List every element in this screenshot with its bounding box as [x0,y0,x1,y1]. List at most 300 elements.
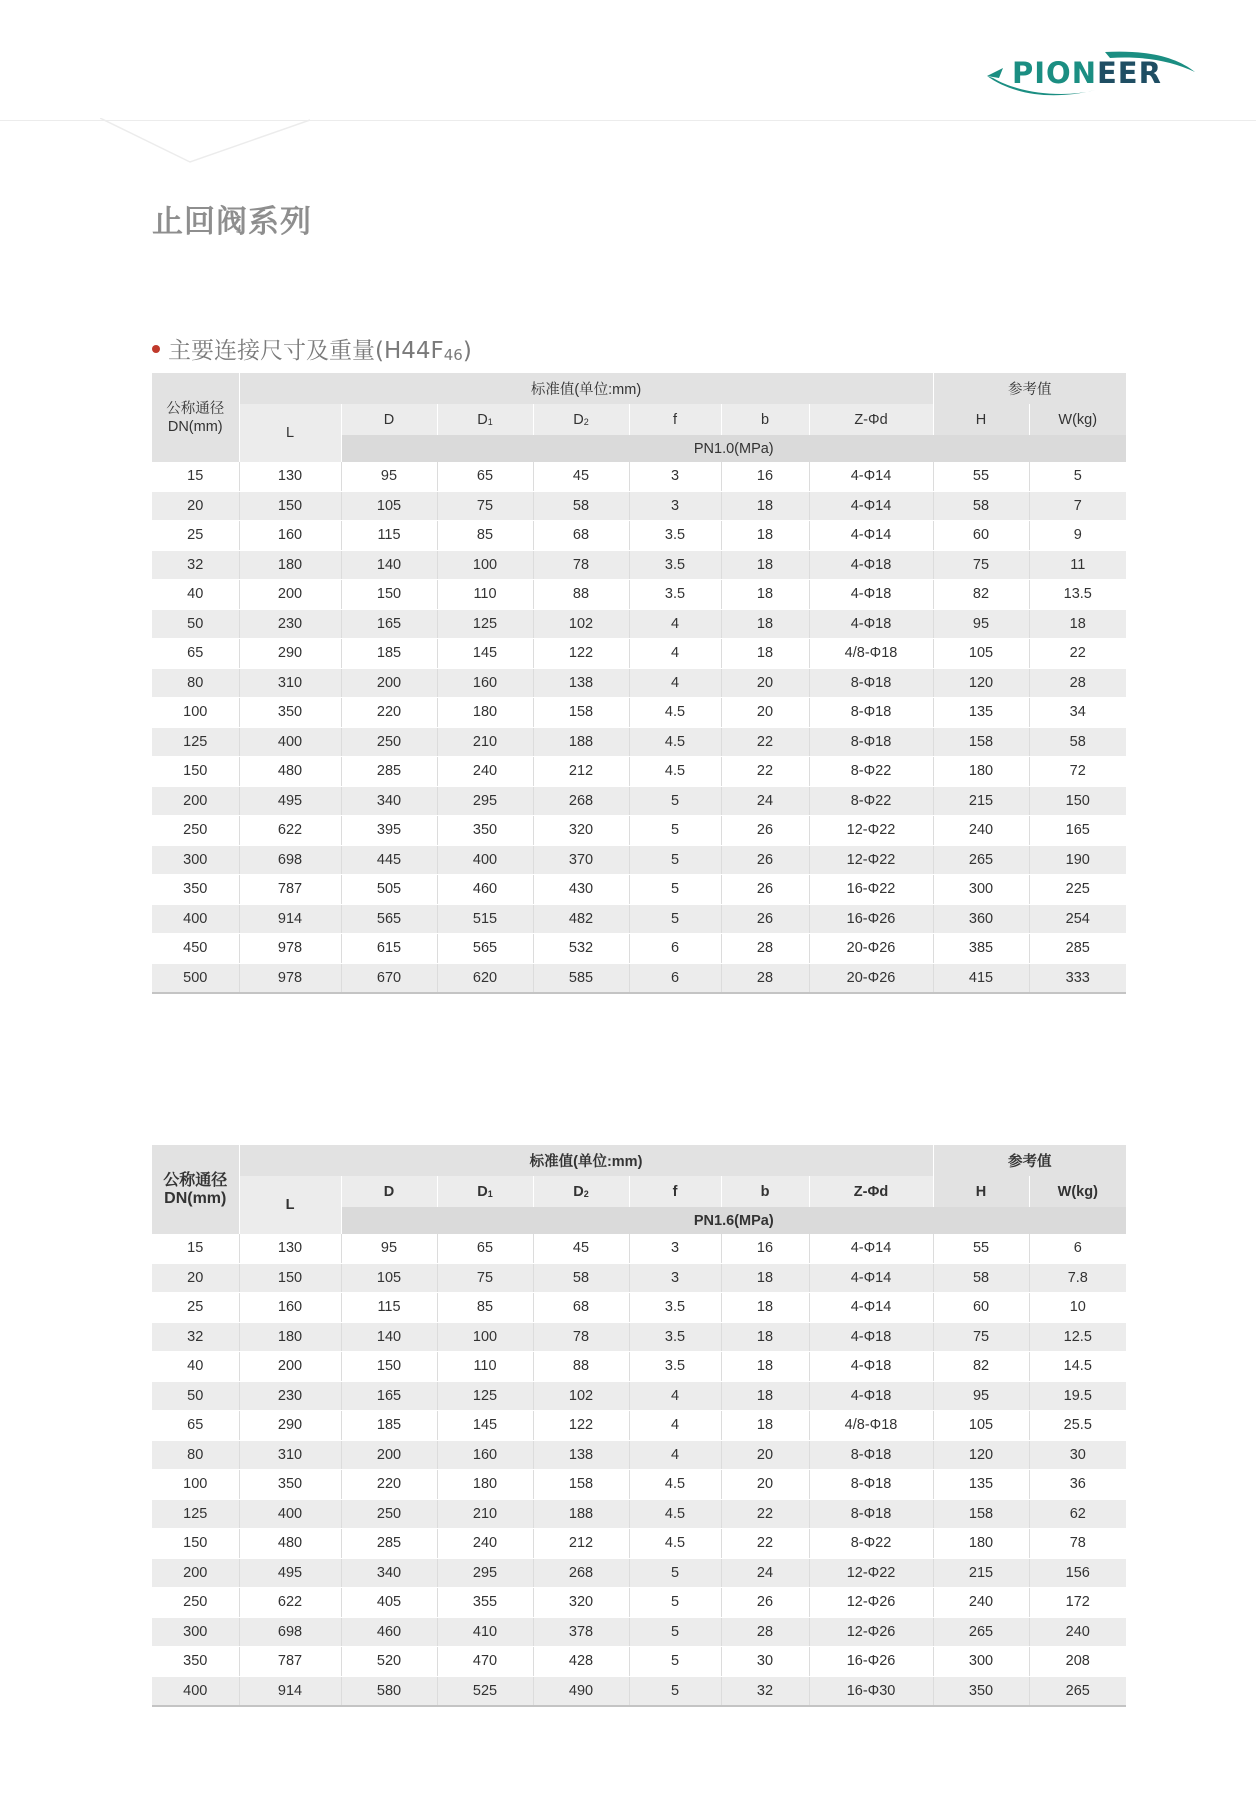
table-cell: 5 [629,1558,721,1588]
table-cell: 150 [1029,786,1126,816]
table-cell: 28 [1029,668,1126,698]
table-cell: 622 [239,816,341,846]
pressure-rating: PN1.6(MPa) [341,1207,1126,1234]
table-cell: 400 [239,727,341,757]
table-cell: 3 [629,1234,721,1263]
table-cell: 495 [239,1558,341,1588]
table-cell: 4-Φ14 [809,1263,933,1293]
table-cell: 150 [239,1263,341,1293]
table-cell: 210 [437,1499,533,1529]
table-cell: 40 [152,580,239,610]
table-cell: 110 [437,580,533,610]
table-cell: 26 [721,904,809,934]
table-cell: 58 [933,491,1029,521]
table-cell: 15 [152,1234,239,1263]
table-cell: 10 [1029,1293,1126,1323]
table-cell: 212 [533,757,629,787]
col-header-b: b [721,404,809,435]
table-cell: 138 [533,668,629,698]
col-header-d2: $D_2$ [533,1176,629,1207]
table-cell: 160 [437,668,533,698]
table-cell: 215 [933,1558,1029,1588]
table-cell: 18 [721,1352,809,1382]
table-cell: 6 [629,934,721,964]
table-cell: 450 [152,934,239,964]
table-cell: 515 [437,904,533,934]
table-cell: 4.5 [629,757,721,787]
col-header-f: f [629,404,721,435]
table-cell: 20 [721,698,809,728]
table-cell: 165 [1029,816,1126,846]
table-cell: 240 [437,757,533,787]
table-cell: 22 [721,1499,809,1529]
table-cell: 340 [341,1558,437,1588]
section-heading: 主要连接尺寸及重量$(H44F_{46})$ [152,332,472,365]
table-cell: 6 [1029,1234,1126,1263]
table-cell: 188 [533,1499,629,1529]
table-cell: 225 [1029,875,1126,905]
table-cell: 4-Φ14 [809,521,933,551]
table-body-pn10 [152,462,1126,993]
table-cell: 340 [341,786,437,816]
table-cell: 32 [721,1676,809,1706]
table-row [152,1381,1126,1411]
table-cell: 480 [239,1529,341,1559]
table-cell: 45 [533,1234,629,1263]
table-cell: 20 [152,1263,239,1293]
table-cell: 4-Φ14 [809,1234,933,1263]
table-cell: 787 [239,1647,341,1677]
table-cell: 405 [341,1588,437,1618]
table-cell: 3 [629,462,721,491]
table-cell: 28 [721,1617,809,1647]
col-header-zd: Z-Φd [809,1176,933,1207]
table-cell: 18 [721,550,809,580]
table-cell: 310 [239,668,341,698]
table-cell: 24 [721,1558,809,1588]
table-cell: 25 [152,1293,239,1323]
table-cell: 180 [933,757,1029,787]
table-cell: 12-Φ22 [809,816,933,846]
table-cell: 268 [533,786,629,816]
table-cell: 150 [152,757,239,787]
table-row [152,1440,1126,1470]
table-cell: 75 [437,491,533,521]
table-cell: 300 [933,875,1029,905]
table-cell: 135 [933,1470,1029,1500]
standard-value-header: 标准值(单位:mm) [239,1145,933,1176]
table-cell: 4 [629,1381,721,1411]
table-cell: 20 [152,491,239,521]
table-cell: 36 [1029,1470,1126,1500]
table-cell: 172 [1029,1588,1126,1618]
table-cell: 12-Φ26 [809,1588,933,1618]
table-cell: 32 [152,1322,239,1352]
table-cell: 9 [1029,521,1126,551]
table-cell: 3 [629,1263,721,1293]
table-cell: 180 [437,698,533,728]
table-cell: 150 [341,580,437,610]
table-cell: 125 [152,1499,239,1529]
table-cell: 55 [933,1234,1029,1263]
table-cell: 5 [1029,462,1126,491]
table-cell: 698 [239,1617,341,1647]
table-cell: 495 [239,786,341,816]
table-cell: 285 [1029,934,1126,964]
table-cell: 480 [239,757,341,787]
table-cell: 8-Φ18 [809,1499,933,1529]
table-row [152,698,1126,728]
table-cell: 105 [933,639,1029,669]
table-cell: 200 [239,1352,341,1382]
table-cell: 20 [721,1440,809,1470]
table-cell: 4-Φ18 [809,1322,933,1352]
table-cell: 240 [437,1529,533,1559]
table-cell: 505 [341,875,437,905]
table-cell: 212 [533,1529,629,1559]
table-cell: 14.5 [1029,1352,1126,1382]
table-cell: 8-Φ18 [809,668,933,698]
table-row [152,875,1126,905]
table-cell: 122 [533,639,629,669]
table-cell: 26 [721,845,809,875]
table-cell: 200 [152,786,239,816]
table-cell: 180 [437,1470,533,1500]
col-header-w: W(kg) [1029,404,1126,435]
table-cell: 125 [437,609,533,639]
table-cell: 122 [533,1411,629,1441]
table-cell: 5 [629,786,721,816]
table-cell: 185 [341,639,437,669]
table-cell: 50 [152,609,239,639]
table-cell: 5 [629,845,721,875]
table-cell: 26 [721,875,809,905]
table-cell: 3.5 [629,521,721,551]
table-cell: 4 [629,609,721,639]
table-cell: 80 [152,1440,239,1470]
table-cell: 470 [437,1647,533,1677]
col-header-d1: $D_1$ [437,1176,533,1207]
table-cell: 65 [437,462,533,491]
table-cell: 370 [533,845,629,875]
table-cell: 22 [721,727,809,757]
table-cell: 158 [933,1499,1029,1529]
col-header-d1: $D_1$ [437,404,533,435]
table-cell: 95 [341,462,437,491]
table-cell: 310 [239,1440,341,1470]
table-cell: 135 [933,698,1029,728]
table-cell: 85 [437,521,533,551]
table-cell: 105 [341,491,437,521]
logo-wordmark: PIONEER [1012,56,1162,90]
table-cell: 580 [341,1676,437,1706]
table-cell: 350 [239,698,341,728]
table-cell: 230 [239,1381,341,1411]
table-cell: 220 [341,698,437,728]
table-cell: 138 [533,1440,629,1470]
table-cell: 18 [721,609,809,639]
reference-value-header: 参考值 [933,373,1126,404]
table-cell: 72 [1029,757,1126,787]
table-cell: 3.5 [629,550,721,580]
table-cell: 150 [239,491,341,521]
table-cell: 4.5 [629,1499,721,1529]
table-row [152,1470,1126,1500]
table-cell: 914 [239,904,341,934]
table-body-pn16 [152,1234,1126,1706]
table-cell: 200 [341,1440,437,1470]
table-cell: 12.5 [1029,1322,1126,1352]
table-cell: 240 [933,1588,1029,1618]
table-cell: 250 [341,1499,437,1529]
table-cell: 200 [341,668,437,698]
table-cell: 140 [341,550,437,580]
table-cell: 22 [721,757,809,787]
table-cell: 360 [933,904,1029,934]
table-cell: 4-Φ14 [809,1293,933,1323]
table-cell: 698 [239,845,341,875]
table-cell: 25.5 [1029,1411,1126,1441]
table-cell: 60 [933,1293,1029,1323]
col-header-d: D [341,1176,437,1207]
table-row [152,1499,1126,1529]
table-row [152,1322,1126,1352]
table-cell: 4.5 [629,698,721,728]
table-cell: 4/8-Φ18 [809,1411,933,1441]
table-cell: 165 [341,1381,437,1411]
table-cell: 18 [1029,609,1126,639]
table-cell: 13.5 [1029,580,1126,610]
table-cell: 160 [239,521,341,551]
table-cell: 8-Φ18 [809,698,933,728]
table-cell: 18 [721,521,809,551]
table-cell: 68 [533,521,629,551]
table-cell: 670 [341,963,437,993]
table-cell: 350 [239,1470,341,1500]
table-cell: 350 [152,1647,239,1677]
table-cell: 130 [239,462,341,491]
table-cell: 145 [437,639,533,669]
table-cell: 160 [437,1440,533,1470]
table-cell: 285 [341,757,437,787]
standard-value-header: 标准值(单位:mm) [239,373,933,404]
table-cell: 125 [152,727,239,757]
table-cell: 385 [933,934,1029,964]
table-cell: 34 [1029,698,1126,728]
table-cell: 12-Φ26 [809,1617,933,1647]
table-cell: 20 [721,1470,809,1500]
table-cell: 914 [239,1676,341,1706]
table-row [152,1647,1126,1677]
table-row [152,934,1126,964]
table-cell: 50 [152,1381,239,1411]
table-cell: 460 [437,875,533,905]
table-cell: 16-Φ22 [809,875,933,905]
table-cell: 285 [341,1529,437,1559]
table-row [152,816,1126,846]
table-cell: 7 [1029,491,1126,521]
reference-value-header: 参考值 [933,1145,1126,1176]
table-row [152,1529,1126,1559]
table-cell: 25 [152,521,239,551]
table-cell: 400 [152,904,239,934]
table-cell: 102 [533,1381,629,1411]
table-cell: 978 [239,963,341,993]
table-cell: 4 [629,1440,721,1470]
table-cell: 3 [629,491,721,521]
table-cell: 355 [437,1588,533,1618]
table-cell: 28 [721,963,809,993]
table-cell: 4-Φ18 [809,580,933,610]
table-cell: 82 [933,580,1029,610]
table-cell: 254 [1029,904,1126,934]
table-row [152,462,1126,491]
header-notch-decoration [100,118,320,163]
table-cell: 58 [533,1263,629,1293]
table-cell: 300 [933,1647,1029,1677]
table-cell: 100 [437,550,533,580]
table-cell: 8-Φ18 [809,727,933,757]
table-cell: 4-Φ14 [809,491,933,521]
table-row [152,786,1126,816]
table-cell: 4.5 [629,727,721,757]
table-cell: 100 [437,1322,533,1352]
table-cell: 95 [341,1234,437,1263]
table-cell: 165 [341,609,437,639]
table-cell: 787 [239,875,341,905]
table-cell: 65 [152,639,239,669]
table-cell: 565 [437,934,533,964]
table-cell: 75 [437,1263,533,1293]
table-cell: 20-Φ26 [809,934,933,964]
table-cell: 65 [152,1411,239,1441]
table-cell: 95 [933,1381,1029,1411]
table-cell: 3.5 [629,1293,721,1323]
table-cell: 158 [533,698,629,728]
table-cell: 11 [1029,550,1126,580]
table-cell: 4 [629,1411,721,1441]
table-cell: 88 [533,1352,629,1382]
table-cell: 4-Φ18 [809,1352,933,1382]
table-row [152,1558,1126,1588]
table-row [152,1617,1126,1647]
table-cell: 150 [152,1529,239,1559]
col-header-d2: $D_2$ [533,404,629,435]
table-cell: 290 [239,1411,341,1441]
table-cell: 18 [721,639,809,669]
table-cell: 4-Φ18 [809,609,933,639]
table-cell: 105 [933,1411,1029,1441]
table-cell: 240 [1029,1617,1126,1647]
table-cell: 295 [437,1558,533,1588]
table-cell: 188 [533,727,629,757]
table-cell: 18 [721,580,809,610]
table-cell: 180 [239,1322,341,1352]
table-cell: 26 [721,816,809,846]
table-row [152,580,1126,610]
table-cell: 300 [152,1617,239,1647]
table-cell: 565 [341,904,437,934]
table-cell: 30 [721,1647,809,1677]
table-cell: 622 [239,1588,341,1618]
table-cell: 125 [437,1381,533,1411]
col-header-h: H [933,1176,1029,1207]
table-cell: 55 [933,462,1029,491]
table-cell: 115 [341,521,437,551]
table-cell: 15 [152,462,239,491]
table-cell: 320 [533,816,629,846]
table-cell: 5 [629,875,721,905]
table-cell: 115 [341,1293,437,1323]
table-cell: 30 [1029,1440,1126,1470]
table-cell: 160 [239,1293,341,1323]
table-cell: 350 [933,1676,1029,1706]
table-cell: 220 [341,1470,437,1500]
table-cell: 4-Φ18 [809,550,933,580]
table-cell: 265 [933,1617,1029,1647]
table-cell: 18 [721,1381,809,1411]
table-cell: 3.5 [629,1322,721,1352]
table-row [152,845,1126,875]
table-row [152,1263,1126,1293]
table-cell: 20 [721,668,809,698]
table-cell: 5 [629,1676,721,1706]
table-cell: 4 [629,668,721,698]
table-cell: 120 [933,1440,1029,1470]
table-cell: 8-Φ18 [809,1440,933,1470]
table-cell: 320 [533,1588,629,1618]
table-cell: 18 [721,1293,809,1323]
table-cell: 333 [1029,963,1126,993]
table-cell: 156 [1029,1558,1126,1588]
table-cell: 16-Φ30 [809,1676,933,1706]
table-cell: 4-Φ18 [809,1381,933,1411]
table-cell: 158 [533,1470,629,1500]
table-cell: 12-Φ22 [809,1558,933,1588]
table-row [152,727,1126,757]
table-cell: 28 [721,934,809,964]
table-row [152,521,1126,551]
dn-header: 公称通径 DN(mm) [152,373,239,462]
table-cell: 978 [239,934,341,964]
table-cell: 400 [239,1499,341,1529]
table-cell: 8-Φ22 [809,786,933,816]
table-cell: 250 [152,1588,239,1618]
table-cell: 18 [721,1263,809,1293]
col-header-h: H [933,404,1029,435]
table-cell: 210 [437,727,533,757]
table-cell: 95 [933,609,1029,639]
table-cell: 295 [437,786,533,816]
table-cell: 615 [341,934,437,964]
table-cell: 250 [341,727,437,757]
table-cell: 110 [437,1352,533,1382]
table-cell: 145 [437,1411,533,1441]
table-row [152,1352,1126,1382]
table-cell: 215 [933,786,1029,816]
table-row [152,491,1126,521]
table-cell: 290 [239,639,341,669]
table-cell: 5 [629,1588,721,1618]
table-cell: 16 [721,1234,809,1263]
table-cell: 58 [1029,727,1126,757]
table-row [152,550,1126,580]
table-cell: 350 [437,816,533,846]
table-cell: 460 [341,1617,437,1647]
table-row [152,609,1126,639]
col-header-d: D [341,404,437,435]
table-cell: 190 [1029,845,1126,875]
